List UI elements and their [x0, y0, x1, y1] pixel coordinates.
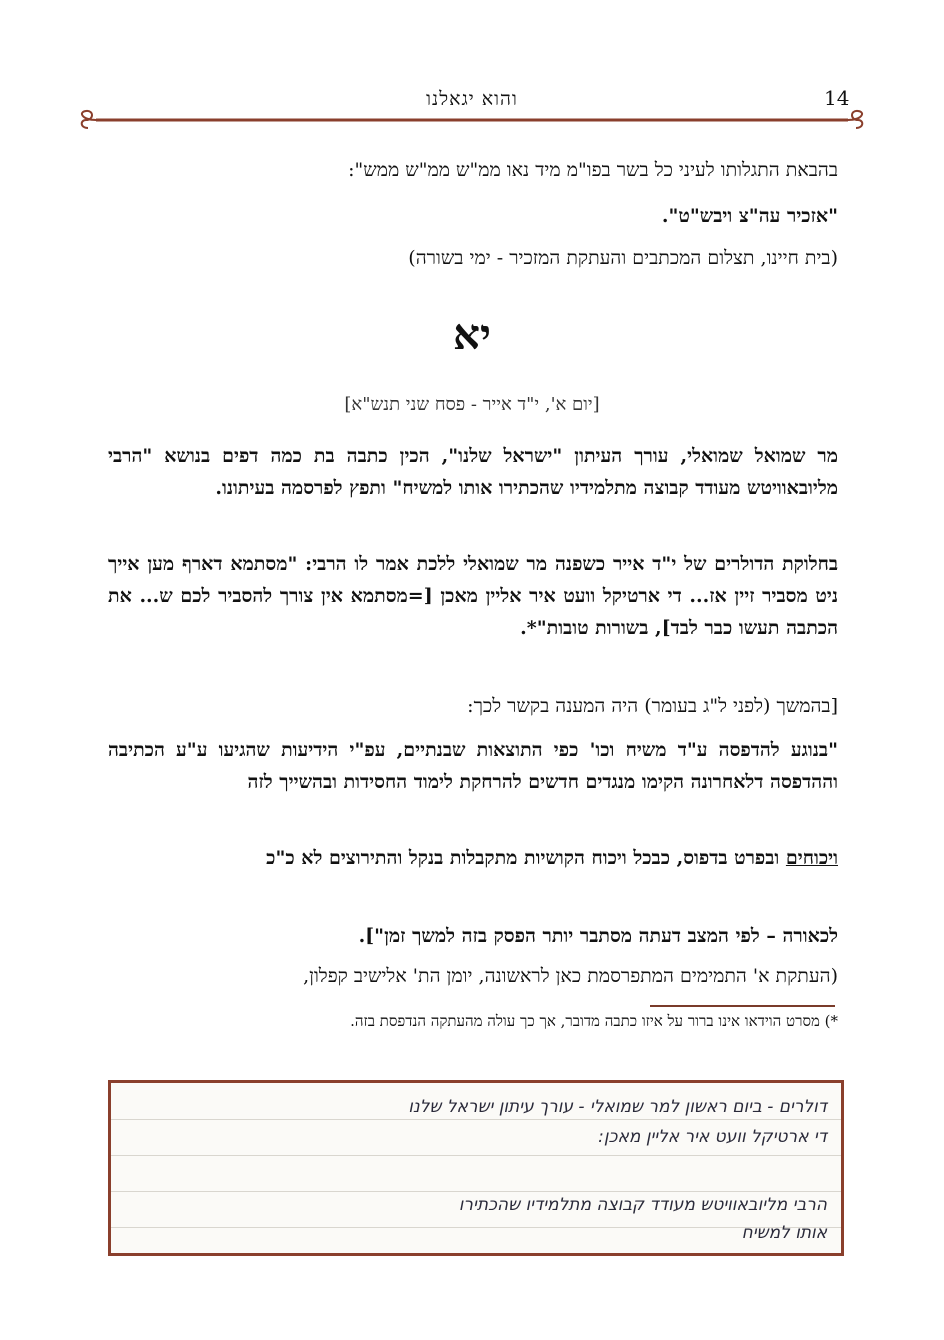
ms-ruled-line — [111, 1227, 841, 1228]
ms-handwriting-line-3: הרבי מליובאוויטש מעודד קבוצה מתלמידיו שהכתירו — [458, 1195, 827, 1215]
ms-ruled-line — [111, 1191, 841, 1192]
intro-source: (בית חיינו, תצלום המכתבים והעתקת המזכיר - ימי בשורה) — [408, 247, 838, 269]
ms-ruled-line — [111, 1155, 841, 1156]
chapter-title: יא — [453, 310, 491, 359]
intro-quote: "אזכיר עה"צ ויבש"ט". — [661, 205, 838, 227]
manuscript-image — [108, 1080, 844, 1256]
chapter-date: [יום א', י"ד אייר - פסח שני תנש"א] — [344, 394, 600, 415]
paragraph-2-bold: בשורות טובות"*. — [520, 617, 649, 639]
ms-handwriting-line-1: דולרים - ביום ראשון למר שמואלי - עורך עיתון ישראל שלנו — [408, 1097, 827, 1117]
paragraph-2 — [108, 548, 838, 644]
paragraph-6: לכאורה – לפי המצב דעתה מסתבר יותר הפסק בזה למשך זמן"]. — [358, 925, 838, 947]
intro-line: בהבאת התגלותו לעיני כל בשר בפו"מ מיד נאו ממ"ש ממ"ש ממש": — [348, 159, 838, 181]
ms-ruled-line — [111, 1119, 841, 1120]
paragraph-4: "בנוגע להדפסה ע"ד משיח וכו' כפי התוצאות שבנתיים, עפ"י הידיעות שהגיעו ע"ע הכתיבה וההדפסה דלאחרונה הקימו מנגדים חדשים להרחקת לימוד החסידות ובהשייך לזה — [108, 739, 838, 793]
footnote-rule — [650, 1005, 835, 1007]
paragraph-1: מר שמואל שמואלי, עורך העיתון "ישראל שלנו", הכין כתבה בת כמה דפים בנושא "הרבי מליובאוויטש מעודד קבוצה מתלמידיו שהכתירו אותו למשיח" ותפץ לפרסמה בעיתונו. — [108, 445, 838, 499]
ms-handwriting-line-2: די ארטיקל וועט איר אליין מאכן: — [598, 1127, 827, 1147]
paragraph-5-text: ובפרט בדפוס, כבכל ויכוח הקושיות מתקבלות בנקל והתירוצים לא כ"כ — [266, 847, 780, 869]
paragraph-2-text: בחלוקת הדולרים של י"ד אייר כשפנה מר שמואלי ללכת אמר לו הרבי: "מסתמא דארף מען אייך ניט מסביר זיין אז... די ארטיקל וועט איר אליין מאכן [=מסתמא אין צורך להסביר לכם ש... את הכתבה תעשו כבר לבד], — [108, 553, 838, 639]
page-number: 14 — [824, 86, 850, 110]
paragraph-3: [בהמשך (לפני ל"ג בעומר) היה המענה בקשר לכך: — [467, 695, 838, 717]
header-ornament-rule — [72, 108, 872, 132]
paragraph-5-underlined: ויכוחים — [785, 847, 838, 869]
running-header-title: והוא יגאלנו — [426, 88, 518, 110]
footnote: *) מסרט הוידאו אינו ברור על איזו כתבה מדובר, אך כך עולה מהעתקה הנדפסת בזה. — [350, 1012, 838, 1030]
paragraph-5 — [108, 842, 838, 874]
paragraph-7: (העתקת א' התמימים המתפרסמת כאן לראשונה, יומן הת' אלישיב קפלון, — [303, 965, 838, 987]
ms-handwriting-line-4: אותו למשיח — [741, 1223, 827, 1243]
